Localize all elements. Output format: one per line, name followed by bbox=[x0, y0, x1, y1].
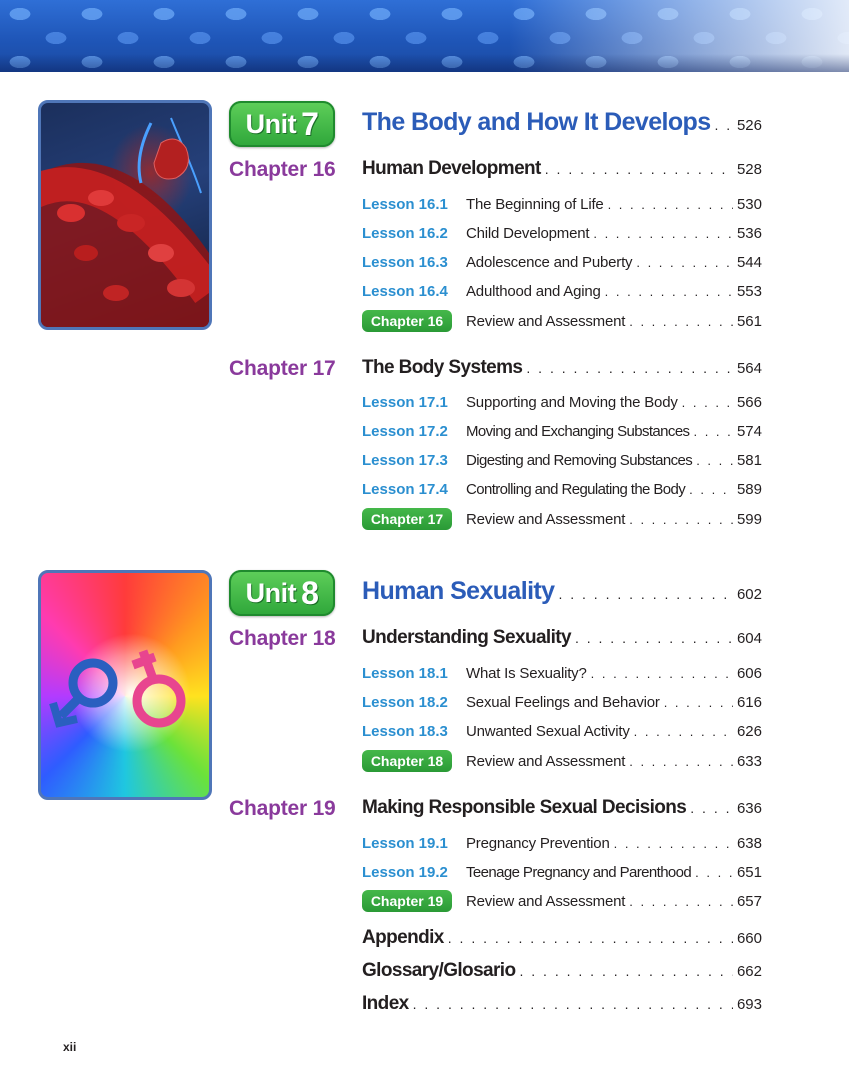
lesson-code: Lesson 16.1 bbox=[362, 195, 448, 213]
page-number: 566 bbox=[736, 393, 762, 411]
unit-title: The Body and How It Develops bbox=[362, 108, 711, 136]
chapter-title: Making Responsible Sexual Decisions bbox=[362, 797, 687, 818]
toc-lesson-row[interactable] bbox=[362, 250, 762, 274]
toc-review-row[interactable] bbox=[362, 749, 762, 773]
dot-leader bbox=[413, 996, 733, 1012]
lesson-code: Lesson 17.2 bbox=[362, 422, 448, 440]
lesson-title: Sexual Feelings and Behavior bbox=[466, 693, 660, 711]
toc-review-row[interactable] bbox=[362, 309, 762, 333]
toc-lesson-row[interactable] bbox=[362, 831, 762, 855]
lesson-title: Review and Assessment bbox=[466, 510, 626, 528]
page-number: 651 bbox=[736, 863, 762, 881]
dot-leader bbox=[690, 800, 733, 816]
unit-8-title-row[interactable] bbox=[362, 577, 762, 606]
back-matter-title: Glossary/Glosario bbox=[362, 960, 516, 981]
lesson-title: Pregnancy Prevention bbox=[466, 834, 610, 852]
lesson-title: Review and Assessment bbox=[466, 312, 626, 330]
lesson-title: What Is Sexuality? bbox=[466, 664, 587, 682]
dot-leader bbox=[545, 161, 733, 177]
page-number: 536 bbox=[736, 224, 762, 242]
dot-leader bbox=[526, 360, 733, 376]
toc-lesson-row[interactable] bbox=[362, 419, 762, 443]
page-number: 636 bbox=[736, 800, 762, 817]
chapter-16-title-row[interactable] bbox=[362, 158, 762, 180]
chapter-18-title-row[interactable] bbox=[362, 627, 762, 649]
unit-8-badge bbox=[229, 570, 335, 616]
unit-7-badge bbox=[229, 101, 335, 147]
index-row[interactable] bbox=[362, 993, 762, 1015]
dot-leader bbox=[682, 395, 733, 414]
dot-leader bbox=[629, 512, 733, 531]
lesson-code: Lesson 18.2 bbox=[362, 693, 448, 711]
dot-leader bbox=[614, 836, 733, 855]
gender-symbols-icon bbox=[41, 573, 209, 797]
page-number: 574 bbox=[736, 422, 762, 440]
lesson-title: Adolescence and Puberty bbox=[466, 253, 633, 271]
page-folio: xii bbox=[63, 1040, 77, 1054]
dot-leader bbox=[519, 963, 732, 979]
unit-number: 8 bbox=[301, 574, 319, 611]
toc-lesson-row[interactable] bbox=[362, 661, 762, 685]
lesson-code: Lesson 18.1 bbox=[362, 664, 448, 682]
lesson-code: Lesson 17.1 bbox=[362, 393, 448, 411]
dot-leader bbox=[448, 930, 733, 946]
lesson-title: Adulthood and Aging bbox=[466, 282, 601, 300]
dot-leader bbox=[636, 255, 733, 274]
lesson-code: Lesson 16.3 bbox=[362, 253, 448, 271]
dot-leader bbox=[593, 226, 733, 245]
dot-leader bbox=[634, 724, 733, 743]
page-number: 530 bbox=[736, 195, 762, 213]
page-number: 553 bbox=[736, 282, 762, 300]
back-matter-title: Appendix bbox=[362, 927, 444, 948]
toc-review-row[interactable] bbox=[362, 889, 762, 913]
lesson-code: Lesson 16.4 bbox=[362, 282, 448, 300]
lesson-title: Review and Assessment bbox=[466, 752, 626, 770]
lesson-title: Child Development bbox=[466, 224, 590, 242]
chapter-review-badge: Chapter 19 bbox=[362, 890, 452, 912]
banner-shadow bbox=[0, 54, 849, 72]
dot-leader bbox=[695, 865, 733, 884]
lesson-code: Lesson 19.2 bbox=[362, 863, 448, 881]
chapter-17-title-row[interactable] bbox=[362, 357, 762, 379]
lesson-code: Lesson 16.2 bbox=[362, 224, 448, 242]
page-number: 604 bbox=[736, 630, 762, 647]
dot-leader bbox=[629, 754, 733, 773]
toc-lesson-row[interactable] bbox=[362, 448, 762, 472]
page-number: 602 bbox=[736, 586, 762, 603]
dot-leader bbox=[696, 453, 733, 472]
page-number: 633 bbox=[736, 752, 762, 770]
toc-lesson-row[interactable] bbox=[362, 390, 762, 414]
dot-leader bbox=[591, 666, 733, 685]
page-number: 662 bbox=[736, 963, 762, 980]
chapter-19-label: Chapter 19 bbox=[229, 797, 336, 820]
page-number: 599 bbox=[736, 510, 762, 528]
chapter-16-label: Chapter 16 bbox=[229, 158, 336, 181]
appendix-row[interactable] bbox=[362, 927, 762, 949]
lesson-title: Unwanted Sexual Activity bbox=[466, 722, 630, 740]
lesson-title: Digesting and Removing Substances bbox=[466, 451, 693, 469]
page-number: 606 bbox=[736, 664, 762, 682]
lesson-code: Lesson 17.3 bbox=[362, 451, 448, 469]
lesson-code: Lesson 19.1 bbox=[362, 834, 448, 852]
chapter-review-badge: Chapter 16 bbox=[362, 310, 452, 332]
toc-lesson-row[interactable] bbox=[362, 690, 762, 714]
glossary-row[interactable] bbox=[362, 960, 762, 982]
page-number: 589 bbox=[736, 480, 762, 498]
page-number: 564 bbox=[736, 360, 762, 377]
toc-lesson-row[interactable] bbox=[362, 192, 762, 216]
page-number: 526 bbox=[736, 117, 762, 134]
dot-leader bbox=[605, 284, 733, 303]
dot-leader bbox=[629, 894, 733, 913]
page-number: 657 bbox=[736, 892, 762, 910]
dot-leader bbox=[664, 695, 733, 714]
page-number: 693 bbox=[736, 996, 762, 1013]
lesson-title: Review and Assessment bbox=[466, 892, 626, 910]
lesson-title: Supporting and Moving the Body bbox=[466, 393, 678, 411]
dot-leader bbox=[575, 630, 733, 646]
page-number: 660 bbox=[736, 930, 762, 947]
lesson-code: Lesson 17.4 bbox=[362, 480, 448, 498]
chapter-review-badge: Chapter 18 bbox=[362, 750, 452, 772]
page-number: 561 bbox=[736, 312, 762, 330]
page-number: 638 bbox=[736, 834, 762, 852]
chapter-17-label: Chapter 17 bbox=[229, 357, 336, 380]
page-number: 528 bbox=[736, 161, 762, 178]
chapter-title: The Body Systems bbox=[362, 357, 523, 378]
lesson-code: Lesson 18.3 bbox=[362, 722, 448, 740]
chapter-review-badge: Chapter 17 bbox=[362, 508, 452, 530]
lesson-title: The Beginning of Life bbox=[466, 195, 604, 213]
dot-leader bbox=[693, 424, 733, 443]
page-number: 544 bbox=[736, 253, 762, 271]
toc-review-row[interactable] bbox=[362, 507, 762, 531]
toc-lesson-row[interactable] bbox=[362, 279, 762, 303]
unit-word: Unit bbox=[245, 577, 297, 608]
lesson-title: Teenage Pregnancy and Parenthood bbox=[466, 863, 692, 881]
chapter-title: Human Development bbox=[362, 158, 541, 179]
header-banner bbox=[0, 0, 849, 72]
dot-leader bbox=[689, 482, 733, 501]
unit-8-illustration bbox=[38, 570, 212, 800]
unit-number: 7 bbox=[301, 105, 319, 142]
unit-title: Human Sexuality bbox=[362, 577, 555, 605]
toc-lesson-row[interactable] bbox=[362, 860, 762, 884]
lesson-title: Moving and Exchanging Substances bbox=[466, 422, 690, 440]
toc-lesson-row[interactable] bbox=[362, 719, 762, 743]
back-matter-title: Index bbox=[362, 993, 409, 1014]
toc-lesson-row[interactable] bbox=[362, 477, 762, 501]
dot-leader bbox=[629, 314, 733, 333]
dot-leader bbox=[608, 197, 733, 216]
chapter-18-label: Chapter 18 bbox=[229, 627, 336, 650]
dot-leader bbox=[558, 586, 733, 602]
unit-7-title-row[interactable] bbox=[362, 108, 762, 137]
circulatory-system-icon bbox=[41, 103, 209, 327]
unit-word: Unit bbox=[245, 108, 297, 139]
chapter-19-title-row[interactable] bbox=[362, 797, 762, 819]
toc-lesson-row[interactable] bbox=[362, 221, 762, 245]
page-number: 616 bbox=[736, 693, 762, 711]
page-number: 626 bbox=[736, 722, 762, 740]
chapter-title: Understanding Sexuality bbox=[362, 627, 571, 648]
page-number: 581 bbox=[736, 451, 762, 469]
unit-7-illustration bbox=[38, 100, 212, 330]
dot-leader bbox=[715, 117, 733, 133]
lesson-title: Controlling and Regulating the Body bbox=[466, 480, 686, 498]
